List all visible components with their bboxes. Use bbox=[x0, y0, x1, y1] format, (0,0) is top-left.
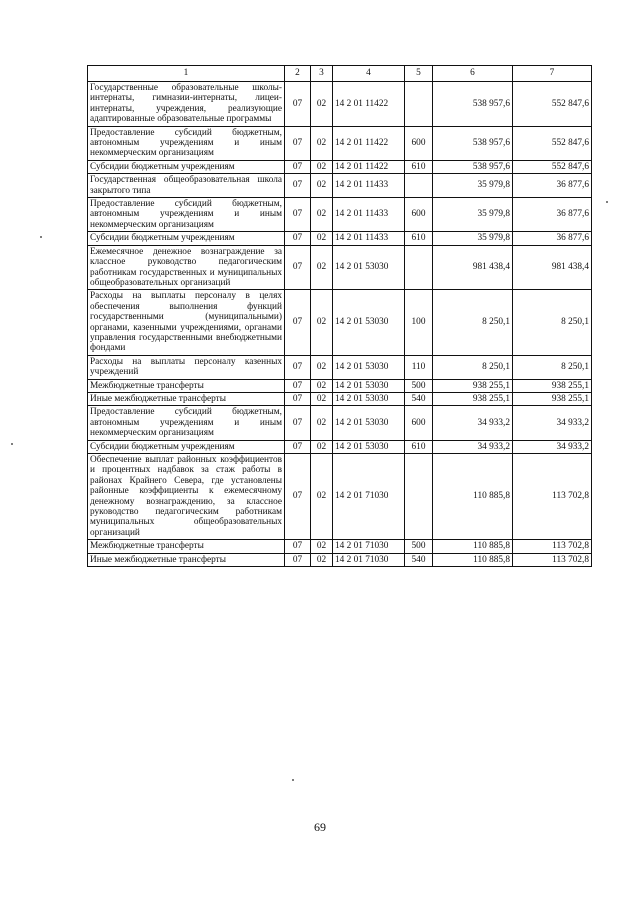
table-cell: 113 702,8 bbox=[513, 553, 592, 566]
table-cell: 02 bbox=[311, 355, 333, 379]
table-cell: 35 979,8 bbox=[433, 232, 513, 245]
table-cell: Иные межбюджетные трансферты bbox=[88, 392, 285, 405]
table-cell: 938 255,1 bbox=[513, 379, 592, 392]
table-header-row bbox=[88, 66, 592, 82]
table-cell: 02 bbox=[311, 126, 333, 160]
table-cell: 07 bbox=[285, 406, 311, 440]
table-cell: 02 bbox=[311, 540, 333, 553]
table-cell: 35 979,8 bbox=[433, 174, 513, 198]
table-cell: 540 bbox=[405, 553, 433, 566]
table-cell: 8 250,1 bbox=[433, 290, 513, 355]
table-cell: 14 2 01 71030 bbox=[333, 454, 405, 540]
table-cell: 14 2 01 11422 bbox=[333, 82, 405, 127]
table-cell bbox=[405, 454, 433, 540]
table-cell: 14 2 01 11433 bbox=[333, 232, 405, 245]
table-cell: Предоставление субсидий бюджетным, автономным учреждениям и иным некоммерческим организациям bbox=[88, 126, 285, 160]
table-cell: 14 2 01 11422 bbox=[333, 160, 405, 173]
table-row bbox=[88, 540, 592, 553]
column-header: 6 bbox=[433, 66, 513, 82]
table-cell: 14 2 01 53030 bbox=[333, 290, 405, 355]
table-cell: 36 877,6 bbox=[513, 232, 592, 245]
table-cell bbox=[405, 174, 433, 198]
table-cell: 981 438,4 bbox=[433, 245, 513, 290]
table-cell: 610 bbox=[405, 440, 433, 453]
table-cell: 07 bbox=[285, 174, 311, 198]
table-body bbox=[88, 82, 592, 567]
table-row bbox=[88, 440, 592, 453]
scan-speck bbox=[40, 236, 42, 238]
table-cell: 02 bbox=[311, 174, 333, 198]
table-cell: 938 255,1 bbox=[513, 392, 592, 405]
table-cell: 07 bbox=[285, 392, 311, 405]
table-cell: Иные межбюджетные трансферты bbox=[88, 553, 285, 566]
table-cell: Обеспечение выплат районных коэффициентов и процентных надбавок за стаж работы в районах Крайнего Севера, где установлены районные коэффициенты к ежемесячному денежному вознаграждению, за классное руководство педагогическим работникам муниципальных общеобразовательных организаций bbox=[88, 454, 285, 540]
table-cell: Субсидии бюджетным учреждениям bbox=[88, 160, 285, 173]
table-cell: 600 bbox=[405, 126, 433, 160]
table-cell: Ежемесячное денежное вознаграждение за классное руководство педагогическим работникам государственных и муниципальных общеобразовательных организаций bbox=[88, 245, 285, 290]
table-cell: 07 bbox=[285, 540, 311, 553]
table-cell: Расходы на выплаты персоналу в целях обеспечения выполнения функций государственными (муниципальными) органами, казенными учреждениями, органами управления государственными внебюджетными фондами bbox=[88, 290, 285, 355]
table-row bbox=[88, 198, 592, 232]
table-cell: 110 885,8 bbox=[433, 553, 513, 566]
table-cell: 538 957,6 bbox=[433, 126, 513, 160]
table-cell: 14 2 01 53030 bbox=[333, 379, 405, 392]
table-cell: 600 bbox=[405, 198, 433, 232]
table-cell: 02 bbox=[311, 454, 333, 540]
table-cell: 14 2 01 53030 bbox=[333, 392, 405, 405]
table-cell: 110 bbox=[405, 355, 433, 379]
table-cell: 34 933,2 bbox=[513, 406, 592, 440]
table-cell: 02 bbox=[311, 232, 333, 245]
table-cell: 600 bbox=[405, 406, 433, 440]
table-row bbox=[88, 392, 592, 405]
table-cell: 610 bbox=[405, 232, 433, 245]
column-header: 4 bbox=[333, 66, 405, 82]
table-cell: 34 933,2 bbox=[513, 440, 592, 453]
table-row bbox=[88, 553, 592, 566]
table-cell: 552 847,6 bbox=[513, 160, 592, 173]
table-cell: 110 885,8 bbox=[433, 540, 513, 553]
table-cell: Предоставление субсидий бюджетным, автономным учреждениям и иным некоммерческим организациям bbox=[88, 406, 285, 440]
table-cell: 35 979,8 bbox=[433, 198, 513, 232]
table-cell: Субсидии бюджетным учреждениям bbox=[88, 440, 285, 453]
table-cell: 07 bbox=[285, 440, 311, 453]
scan-speck bbox=[292, 779, 294, 781]
table-cell: 14 2 01 11433 bbox=[333, 174, 405, 198]
table-cell: 07 bbox=[285, 160, 311, 173]
table-row bbox=[88, 160, 592, 173]
column-header: 3 bbox=[311, 66, 333, 82]
table-row bbox=[88, 82, 592, 127]
table-row bbox=[88, 174, 592, 198]
column-header: 5 bbox=[405, 66, 433, 82]
table-cell: 07 bbox=[285, 245, 311, 290]
scan-speck bbox=[11, 443, 13, 445]
table-cell: 02 bbox=[311, 198, 333, 232]
table-cell: 8 250,1 bbox=[513, 290, 592, 355]
table-cell: 8 250,1 bbox=[513, 355, 592, 379]
table-cell: 34 933,2 bbox=[433, 440, 513, 453]
table-cell bbox=[405, 245, 433, 290]
table-cell: Субсидии бюджетным учреждениям bbox=[88, 232, 285, 245]
table-cell: 938 255,1 bbox=[433, 392, 513, 405]
scan-speck bbox=[606, 201, 608, 203]
table-cell: 34 933,2 bbox=[433, 406, 513, 440]
table-cell: Государственная общеобразовательная школа закрытого типа bbox=[88, 174, 285, 198]
table-cell: 02 bbox=[311, 160, 333, 173]
table-cell: Межбюджетные трансферты bbox=[88, 379, 285, 392]
table-cell: 02 bbox=[311, 440, 333, 453]
table-cell: Предоставление субсидий бюджетным, автономным учреждениям и иным некоммерческим организациям bbox=[88, 198, 285, 232]
table-cell: 07 bbox=[285, 290, 311, 355]
table-row bbox=[88, 355, 592, 379]
table-row bbox=[88, 454, 592, 540]
table-cell: 981 438,4 bbox=[513, 245, 592, 290]
table-cell: 07 bbox=[285, 126, 311, 160]
table-cell: Государственные образовательные школы-интернаты, гимназии-интернаты, лицеи-интернаты, учреждения, реализующие адаптированные образовательные программы bbox=[88, 82, 285, 127]
table-cell: 07 bbox=[285, 198, 311, 232]
page-number: 69 bbox=[314, 820, 326, 834]
table-cell: 02 bbox=[311, 245, 333, 290]
table-cell: 113 702,8 bbox=[513, 454, 592, 540]
table-cell: 14 2 01 71030 bbox=[333, 553, 405, 566]
table-cell: 113 702,8 bbox=[513, 540, 592, 553]
table-cell: 500 bbox=[405, 540, 433, 553]
table-cell: 14 2 01 71030 bbox=[333, 540, 405, 553]
table-cell: 07 bbox=[285, 454, 311, 540]
table-cell: 538 957,6 bbox=[433, 160, 513, 173]
table-cell: 938 255,1 bbox=[433, 379, 513, 392]
budget-table bbox=[87, 65, 592, 567]
table-cell: 500 bbox=[405, 379, 433, 392]
table-cell: 540 bbox=[405, 392, 433, 405]
table-cell: 610 bbox=[405, 160, 433, 173]
table-row bbox=[88, 379, 592, 392]
column-header: 1 bbox=[88, 66, 285, 82]
table-cell: 552 847,6 bbox=[513, 82, 592, 127]
table-cell: 100 bbox=[405, 290, 433, 355]
table-cell: 36 877,6 bbox=[513, 174, 592, 198]
table-cell: 110 885,8 bbox=[433, 454, 513, 540]
table-cell: 07 bbox=[285, 355, 311, 379]
table-cell: 07 bbox=[285, 232, 311, 245]
table-cell: 02 bbox=[311, 553, 333, 566]
table-cell: 552 847,6 bbox=[513, 126, 592, 160]
column-header: 2 bbox=[285, 66, 311, 82]
table-cell: 14 2 01 53030 bbox=[333, 355, 405, 379]
table-cell: 14 2 01 53030 bbox=[333, 245, 405, 290]
table-cell: 07 bbox=[285, 82, 311, 127]
table-cell: 14 2 01 11433 bbox=[333, 198, 405, 232]
table-cell: Расходы на выплаты персоналу казенных учреждений bbox=[88, 355, 285, 379]
table-cell: 02 bbox=[311, 406, 333, 440]
table-cell: 36 877,6 bbox=[513, 198, 592, 232]
table-cell: 538 957,6 bbox=[433, 82, 513, 127]
table-row bbox=[88, 245, 592, 290]
table-cell: 14 2 01 53030 bbox=[333, 440, 405, 453]
table-row bbox=[88, 406, 592, 440]
column-header: 7 bbox=[513, 66, 592, 82]
table-cell: 02 bbox=[311, 392, 333, 405]
table-cell: 14 2 01 53030 bbox=[333, 406, 405, 440]
table-cell: 02 bbox=[311, 290, 333, 355]
table-cell: 07 bbox=[285, 553, 311, 566]
table-cell bbox=[405, 82, 433, 127]
table-cell: 14 2 01 11422 bbox=[333, 126, 405, 160]
table-row bbox=[88, 290, 592, 355]
table-cell: 02 bbox=[311, 82, 333, 127]
table-row bbox=[88, 232, 592, 245]
table-cell: 8 250,1 bbox=[433, 355, 513, 379]
table-cell: 07 bbox=[285, 379, 311, 392]
table-cell: Межбюджетные трансферты bbox=[88, 540, 285, 553]
table-row bbox=[88, 126, 592, 160]
table-cell: 02 bbox=[311, 379, 333, 392]
